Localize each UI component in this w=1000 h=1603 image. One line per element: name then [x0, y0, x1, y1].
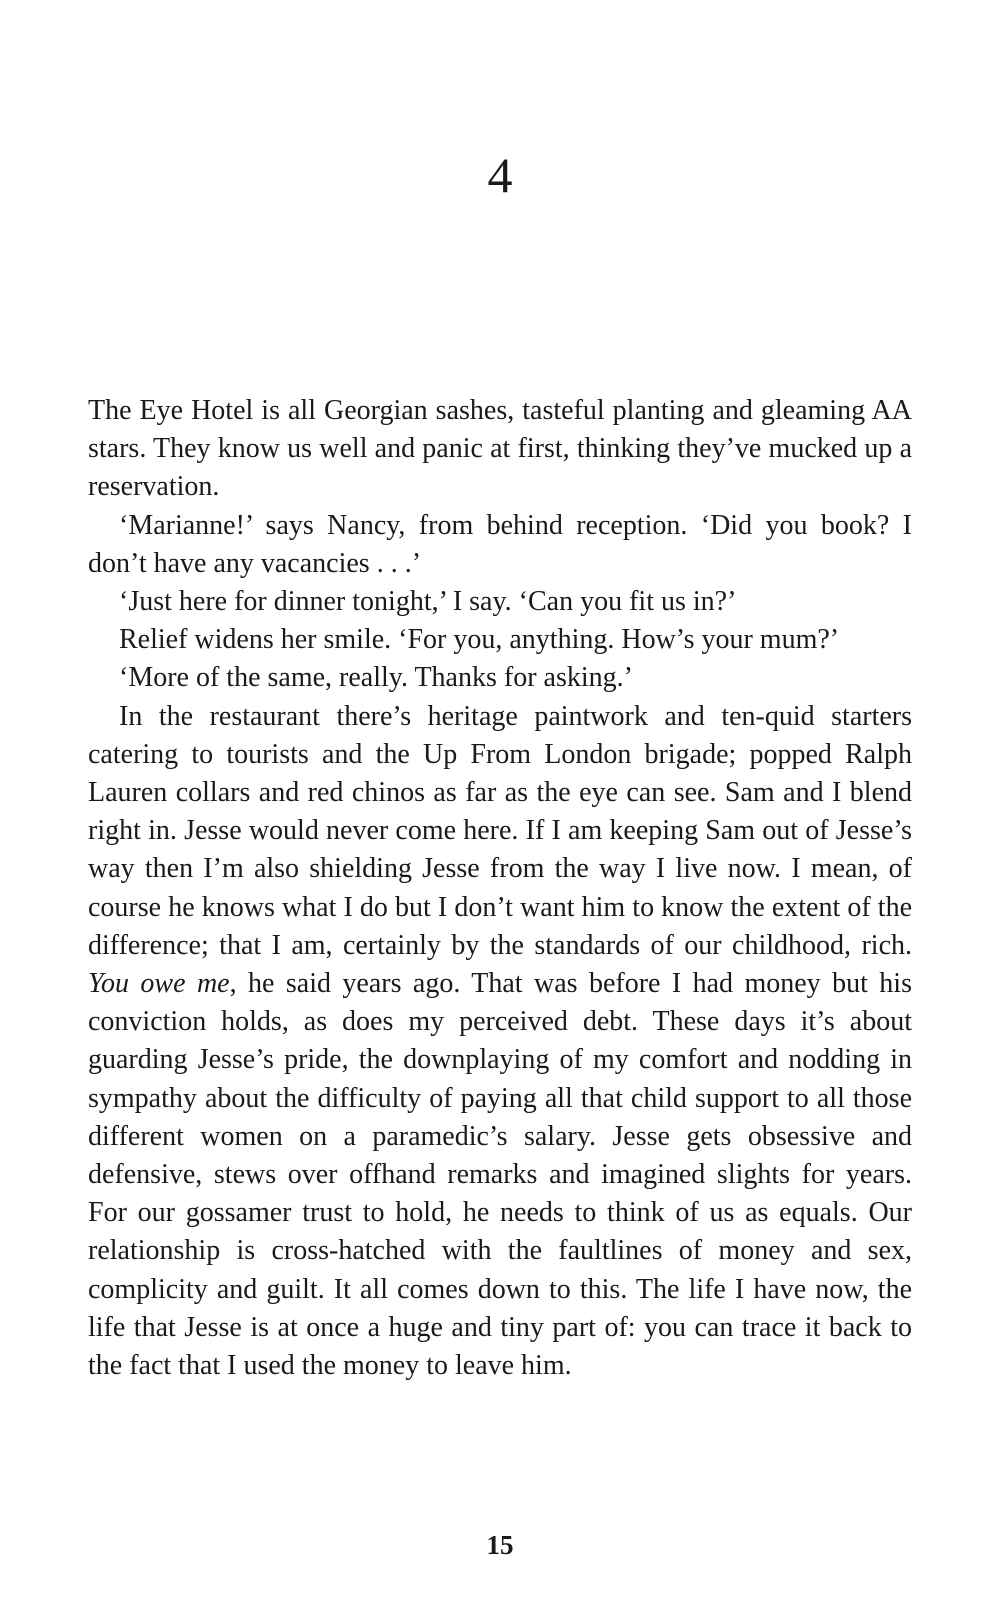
page-number: 15 — [486, 1530, 514, 1560]
chapter-number: 4 — [487, 147, 513, 203]
italic-quote: You owe me — [88, 968, 230, 1000]
paragraph-text: In the restaurant there’s heritage paintwork and ten-quid starters catering to tourists and the Up From London brigade; popped Ralph Lauren collars and red chinos as far as the eye can see. Sam and I blend right in. Jesse would never come here. If I am keeping Sam out of Jesse’s way then I’m also shielding Jesse from the way I live now. I mean, of course he knows what I do but I don’t want him to know the extent of the difference; that I am, certainly by the standards of our childhood, rich. — [88, 700, 912, 961]
paragraph: ‘Marianne!’ says Nancy, from behind reception. ‘Did you book? I don’t have any vacancies . . .’ — [88, 509, 912, 579]
chapter-body — [88, 392, 912, 1385]
paragraph: ‘Just here for dinner tonight,’ I say. ‘Can you fit us in?’ — [119, 586, 737, 618]
paragraph: Relief widens her smile. ‘For you, anything. How’s your mum?’ — [119, 624, 840, 656]
paragraph: ‘More of the same, really. Thanks for asking.’ — [119, 662, 633, 694]
paragraph: The Eye Hotel is all Georgian sashes, tasteful planting and gleaming AA stars. They know us well and panic at first, thinking they’ve mucked up a reservation. — [88, 395, 912, 503]
paragraph — [88, 698, 912, 1386]
paragraph-text: , he said years ago. That was before I had money but his conviction holds, as does my perceived debt. These days it’s about guarding Jesse’s pride, the downplaying of my comfort and nodding in sympathy about the difficulty of paying all that child support to all those different women on a paramedic’s salary. Jesse gets obsessive and defensive, stews over offhand remarks and imagined slights for years. For our gossamer trust to hold, he needs to think of us as equals. Our relationship is cross-hatched with the faultlines of money and sex, complicity and guilt. It all comes down to this. The life I have now, the life that Jesse is at once a huge and tiny part of: you can trace it back to the fact that I used the money to leave him. — [88, 968, 912, 1382]
